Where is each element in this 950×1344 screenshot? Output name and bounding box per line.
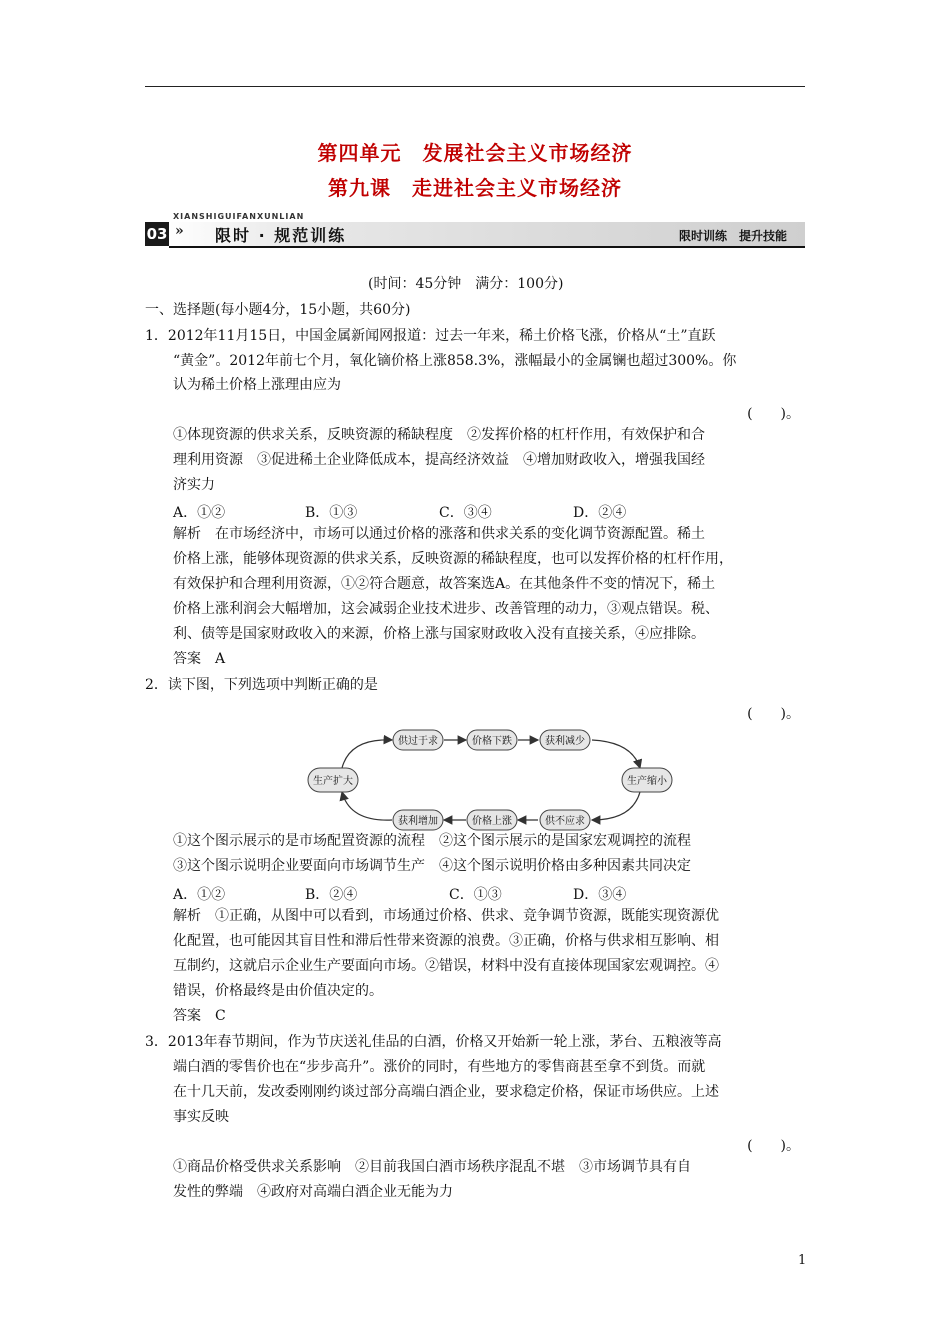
question-stem-line: “黄金”。2012年前七个月，氧化镝价格上涨858.3%，涨幅最小的金属镧也超过300%。你 — [173, 353, 737, 369]
choice-item-line: 济实力 — [173, 477, 215, 493]
analysis-line: 利、债等是国家财政收入的来源，价格上涨与国家财政收入没有直接关系，④应排除。 — [173, 626, 705, 642]
choice-item-line: ①商品价格受供求关系影响 ②目前我国白酒市场秩序混乱不堪 ③市场调节具有自 — [173, 1159, 691, 1175]
analysis-line: 解析 ①正确，从图中可以看到，市场通过价格、供求、竞争调节资源，既能实现资源优 — [173, 908, 719, 924]
node-profit-up: 获利增加 — [398, 816, 438, 827]
node-undersupply: 供不应求 — [545, 816, 585, 827]
node-oversupply: 供过于求 — [398, 736, 438, 747]
node-expand: 生产扩大 — [313, 776, 353, 787]
analysis-line: 化配置，也可能因其盲目性和滞后性带来资源的浪费。③正确，价格与供求相互影响、相 — [173, 933, 719, 949]
question-stem-line: 端白酒的零售价也在“步步高升”。涨价的同时，有些地方的零售商甚至拿不到货。而就 — [173, 1059, 706, 1075]
banner-pinyin: XIANSHIGUIFANXUNLIAN — [173, 212, 305, 221]
answer-line: 答案 A — [173, 651, 226, 667]
question-stem-line: 认为稀土价格上涨理由应为 — [173, 377, 341, 393]
answer-line: 答案 C — [173, 1008, 226, 1024]
answer-blank: ( )。 — [747, 1138, 800, 1154]
choice-item-line: 理利用资源 ③促进稀土企业降低成本，提高经济效益 ④增加财政收入，增强我国经 — [173, 452, 705, 468]
choice-item-line: ①这个图示展示的是市场配置资源的流程 ②这个图示展示的是国家宏观调控的流程 — [173, 833, 691, 849]
choice-item-line: ③这个图示说明企业要面向市场调节生产 ④这个图示说明价格由多种因素共同决定 — [173, 858, 691, 874]
market-flow-diagram — [300, 728, 680, 832]
question-stem-line: 2．读下图，下列选项中判断正确的是 — [145, 677, 378, 693]
time-info: (时间：45分钟 满分：100分) — [368, 276, 564, 292]
section-banner — [145, 212, 805, 252]
top-rule — [145, 86, 805, 87]
node-shrink: 生产缩小 — [627, 776, 667, 787]
unit-title: 第四单元 发展社会主义市场经济 — [317, 141, 633, 165]
analysis-line: 价格上涨利润会大幅增加，这会减弱企业技术进步、改善管理的动力，③观点错误。税、 — [173, 601, 719, 617]
question-stem-line: 事实反映 — [173, 1109, 229, 1125]
answer-blank: ( )。 — [747, 706, 800, 722]
option-a: A．①② — [173, 887, 226, 903]
node-price-down: 价格下跌 — [472, 736, 512, 747]
banner-rule — [169, 246, 805, 248]
option-a: A．①② — [173, 505, 226, 521]
option-d: D．③④ — [573, 887, 627, 903]
option-c: C．①③ — [449, 887, 502, 903]
choice-item-line: ①体现资源的供求关系，反映资源的稀缺程度 ②发挥价格的杠杆作用，有效保护和合 — [173, 427, 705, 443]
node-profit-down: 获利减少 — [545, 736, 585, 747]
analysis-line: 错误，价格最终是由价值决定的。 — [173, 983, 383, 999]
question-stem-line: 3．2013年春节期间，作为节庆送礼佳品的白酒，价格又开始新一轮上涨，茅台、五粮液等高 — [145, 1034, 722, 1050]
analysis-line: 有效保护和合理利用资源，①②符合题意，故答案选A。在其他条件不变的情况下，稀土 — [173, 576, 716, 592]
choice-item-line: 发性的弊端 ④政府对高端白酒企业无能为力 — [173, 1184, 453, 1200]
node-price-up: 价格上涨 — [472, 816, 512, 827]
page-number: 1 — [798, 1253, 807, 1268]
analysis-line: 价格上涨，能够体现资源的供求关系，反映资源的稀缺程度，也可以发挥价格的杠杆作用， — [173, 551, 733, 567]
section-heading: 一、选择题(每小题4分，15小题，共60分) — [145, 302, 411, 318]
option-b: B．②④ — [305, 887, 358, 903]
banner-arrow-icon: » — [175, 223, 184, 239]
analysis-line: 解析 在市场经济中，市场可以通过价格的涨落和供求关系的变化调节资源配置。稀土 — [173, 526, 705, 542]
banner-title: 限时 · 规范训练 — [215, 226, 347, 245]
question-stem-line: 在十几天前，发改委刚刚约谈过部分高端白酒企业，要求稳定价格，保证市场供应。上述 — [173, 1084, 719, 1100]
banner-number: 03 — [145, 222, 169, 246]
analysis-line: 互制约，这就启示企业生产要面向市场。②错误，材料中没有直接体现国家宏观调控。④ — [173, 958, 719, 974]
question-stem-line: 1．2012年11月15日，中国金属新闻网报道：过去一年来，稀土价格飞涨，价格从“土”直跃 — [145, 328, 716, 344]
lesson-title: 第九课 走进社会主义市场经济 — [328, 176, 622, 200]
banner-subtitle: 限时训练 提升技能 — [678, 229, 787, 243]
answer-blank: ( )。 — [747, 406, 800, 422]
option-d: D．②④ — [573, 505, 627, 521]
option-b: B．①③ — [305, 505, 358, 521]
option-c: C．③④ — [439, 505, 492, 521]
